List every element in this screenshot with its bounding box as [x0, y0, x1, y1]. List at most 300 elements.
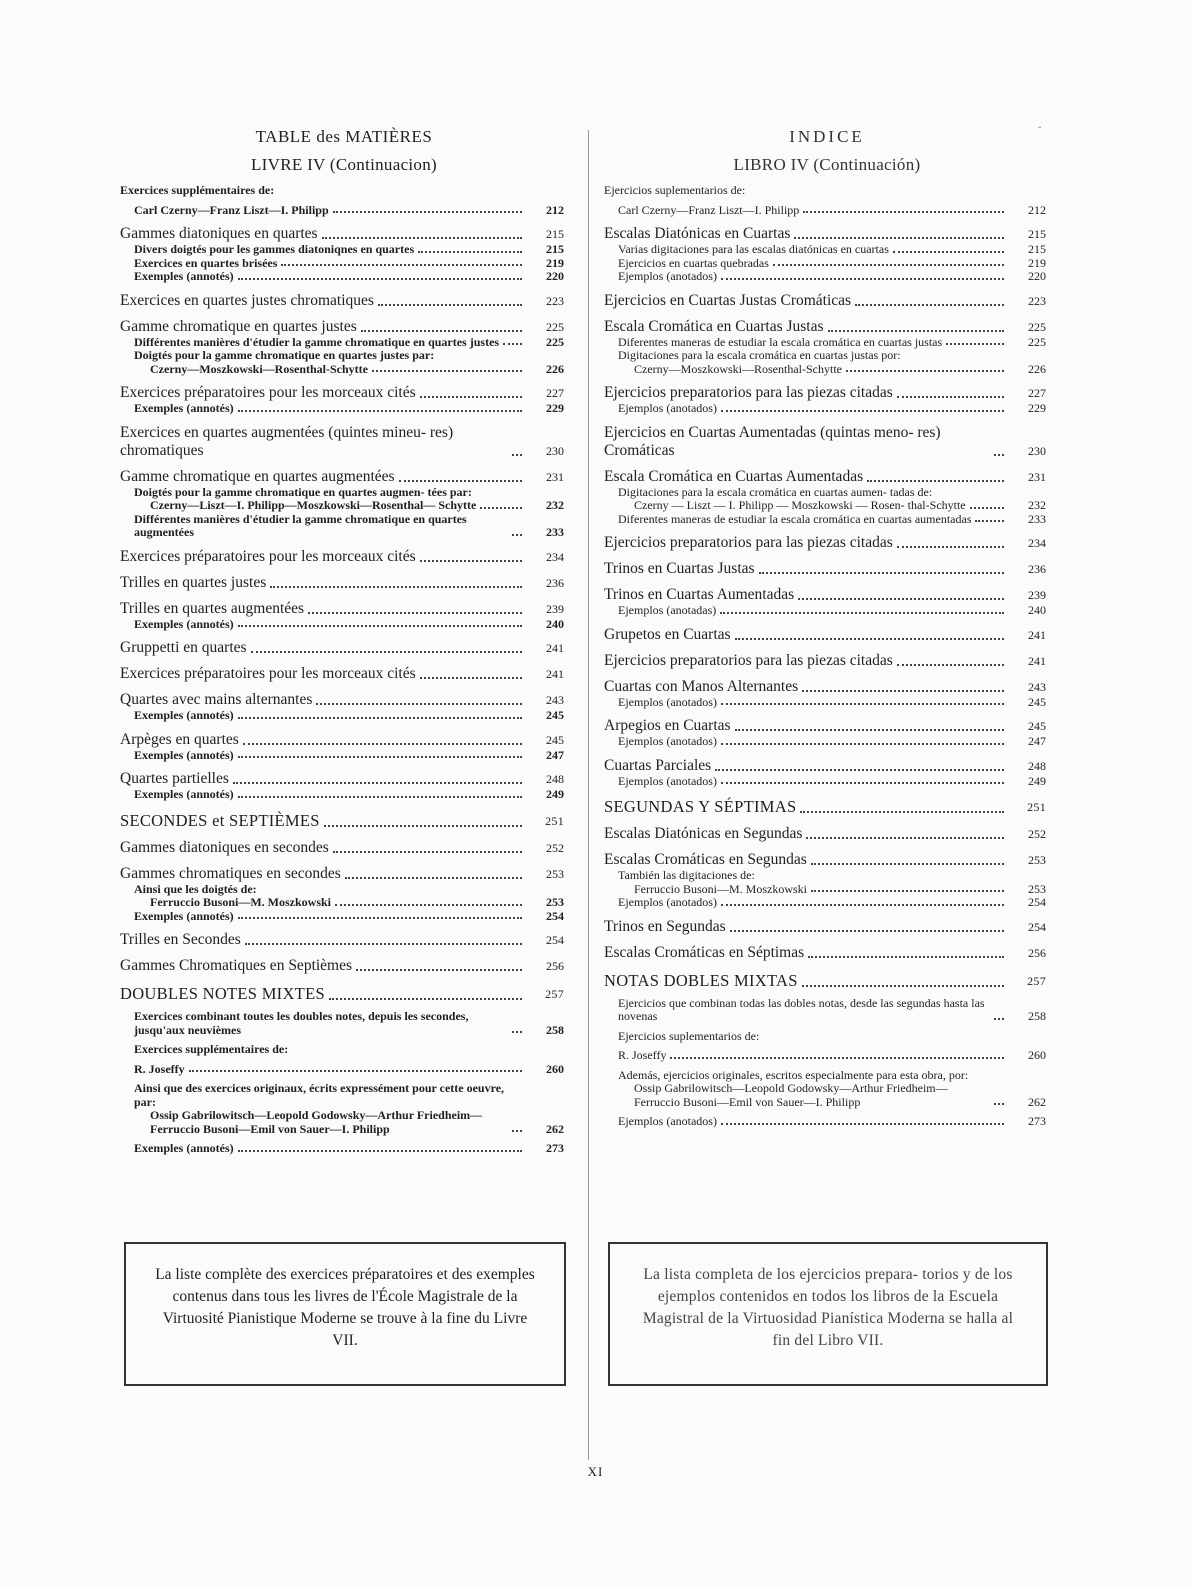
- toc-entry: [604, 971, 1050, 991]
- toc-entry: [120, 574, 568, 592]
- dot-leader: [893, 251, 1004, 253]
- toc-entry-page: 245: [1028, 719, 1046, 733]
- toc-entry-page: 252: [1028, 827, 1046, 841]
- toc-entry-page: 230: [1028, 443, 1046, 458]
- dot-leader: [512, 1031, 522, 1033]
- toc-entry: [604, 499, 1050, 513]
- toc-entry: [120, 270, 568, 284]
- toc-entry-title: Cuartas con Manos Alternantes: [604, 677, 799, 695]
- toc-entry-title: Exemples (annotés): [134, 708, 234, 722]
- toc-entry-title: Gamme chromatique en quartes justes: [120, 317, 357, 335]
- dot-leader: [238, 796, 522, 798]
- toc-entry-page: 254: [546, 933, 564, 947]
- dot-leader: [994, 1103, 1004, 1105]
- toc-entry-page: 253: [546, 895, 564, 909]
- dot-leader: [420, 396, 522, 398]
- toc-entry-page: 249: [1028, 773, 1046, 788]
- toc-entry-page: 241: [546, 641, 564, 655]
- dot-leader: [308, 612, 522, 614]
- toc-entry: [604, 468, 1050, 486]
- toc-entry: [120, 865, 568, 883]
- dot-leader: [994, 1018, 1004, 1020]
- dot-leader: [828, 330, 1004, 332]
- toc-entry-title: Divers doigtés pour les gammes diatoniqnes en quartes: [134, 242, 415, 256]
- toc-entry-page: 236: [1028, 562, 1046, 576]
- toc-column-french: [120, 126, 568, 1156]
- page-number: XI: [587, 1464, 604, 1479]
- toc-entry-title: Carl Czerny—Franz Liszt—I. Philipp: [134, 202, 329, 217]
- toc-entry: [120, 384, 568, 402]
- toc-entry: [604, 270, 1050, 284]
- toc-entry: [604, 717, 1050, 735]
- toc-entry-page: 258: [1028, 1009, 1046, 1023]
- toc-entry-page: 215: [546, 227, 564, 241]
- toc-entry-title: Différentes manières d'étudier la gamme chromatique en quartes justes: [134, 334, 500, 349]
- toc-entry-page: 239: [546, 601, 564, 616]
- dot-leader: [773, 264, 1004, 266]
- toc-entry-title: Ejercicios en Cuartas Justas Cromáticas: [604, 291, 852, 309]
- toc-entry-page: 258: [546, 1022, 564, 1037]
- toc-entry-page: 236: [546, 575, 564, 590]
- toc-entry-title: Trilles en quartes justes: [120, 573, 267, 591]
- toc-entry-title: Ainsi que des exercices originaux, écrits expressément pour cette oeuvre, par:: [134, 1081, 505, 1109]
- toc-entry-page: 240: [1028, 603, 1046, 617]
- toc-entry-page: 253: [546, 866, 564, 881]
- toc-entry: [120, 931, 568, 949]
- dot-leader: [721, 703, 1004, 705]
- toc-entry-page: 241: [1028, 653, 1046, 668]
- toc-entry-title: Gammes Chromatiques en Septièmes: [120, 957, 353, 974]
- note-text-french: La liste complète des exercices préparatoires et des exemples contenus dans tous les livres de l'École Magistrale de la Virtuosité Pianistique Moderne se trouve à la fine du Livre VII.: [124, 1242, 566, 1386]
- toc-entry-title: Ejercicios suplementarios de:: [618, 1028, 760, 1043]
- toc-entry: [604, 384, 1050, 402]
- book-subtitle-french: LIVRE IV (Continuacion): [251, 155, 437, 174]
- toc-entry-title: Quartes partielles: [120, 770, 229, 787]
- toc-entry-page: 232: [1028, 498, 1046, 512]
- toc-entry: [120, 1063, 568, 1077]
- dot-leader: [329, 998, 522, 1000]
- toc-entry: [604, 243, 1050, 257]
- dot-leader: [721, 904, 1004, 906]
- dot-leader: [721, 782, 1004, 784]
- toc-entry: [604, 775, 1050, 789]
- dot-leader: [721, 410, 1004, 412]
- dot-leader: [324, 825, 522, 827]
- toc-entry-page: 241: [1028, 627, 1046, 642]
- toc-entry: [120, 1043, 568, 1057]
- toc-entry-title: Exercices supplémentaires de:: [134, 1042, 289, 1056]
- toc-entry-page: 241: [546, 667, 564, 681]
- toc-entry: [604, 997, 1050, 1024]
- note-text-spanish: La lista completa de los ejercicios prepara- torios y de los ejemplos contenidos en todos los libros de la Escuela Magistral de la Virtuosidad Pianística Moderna se halla al fin del Libro VII.: [608, 1242, 1048, 1386]
- toc-entry: [120, 318, 568, 336]
- page-title-french: TABLE des MATIÈRES: [255, 127, 433, 146]
- toc-entry-page: 219: [546, 255, 564, 270]
- dot-leader: [512, 1130, 522, 1132]
- dot-leader: [970, 507, 1004, 509]
- toc-entry: [604, 336, 1050, 350]
- toc-entry-page: 226: [1028, 361, 1046, 376]
- toc-entry-title: R. Joseffy: [618, 1048, 667, 1062]
- toc-entry-title: Escalas Diatónicas en Cuartas: [604, 225, 791, 242]
- toc-entry-page: 247: [1028, 734, 1046, 748]
- book-subtitle-spanish: LIBRO IV (Continuación): [733, 155, 921, 174]
- toc-entry-title: Exemples (annotés): [134, 401, 234, 415]
- dot-leader: [238, 717, 522, 719]
- toc-entry-page: 253: [1028, 853, 1046, 867]
- toc-entry: [604, 225, 1050, 243]
- dot-leader: [803, 211, 1004, 213]
- toc-entry: [604, 586, 1050, 604]
- dot-leader: [802, 985, 1004, 987]
- toc-entry-page: 260: [1028, 1048, 1046, 1062]
- toc-entry: [604, 560, 1050, 578]
- toc-entry: [604, 851, 1050, 869]
- toc-entry: [604, 696, 1050, 710]
- note-box-spanish: [608, 1242, 1048, 1386]
- toc-entry: [604, 292, 1050, 310]
- dot-leader: [855, 304, 1004, 306]
- toc-entry-title: Exercices préparatoires pour les morceaux cités: [120, 384, 416, 401]
- dot-leader: [897, 546, 1004, 548]
- toc-entry-title: Doigtés pour la gamme chromatique en quartes justes par:: [134, 348, 435, 362]
- toc-entry-title: Ferruccio Busoni—M. Moszkowski: [150, 895, 331, 909]
- toc-entry-title: Digitaciones para la escala cromática en cuartas aumen- tadas de:: [618, 484, 933, 499]
- toc-entry-page: 225: [546, 319, 564, 334]
- toc-entry-title: Czerny—Moszkowski—Rosenthal-Schytte: [634, 361, 842, 376]
- dot-leader: [245, 943, 522, 945]
- toc-entry-page: 230: [546, 443, 564, 458]
- toc-entry-title: DOUBLES NOTES MIXTES: [120, 984, 325, 1003]
- toc-entry-page: 247: [546, 747, 564, 762]
- dot-leader: [238, 625, 522, 627]
- toc-entry: [604, 486, 1050, 500]
- toc-entry: [604, 402, 1050, 416]
- toc-entry-title: Carl Czerny—Franz Liszt—I. Philipp: [618, 202, 800, 217]
- toc-entry: [120, 910, 568, 924]
- dot-leader: [243, 743, 522, 745]
- toc-entry: [120, 204, 568, 218]
- toc-entry-title: Exemples (annotés): [134, 908, 234, 923]
- toc-entry: [604, 184, 1050, 198]
- toc-entry: [604, 797, 1050, 817]
- dot-leader: [512, 534, 522, 536]
- dot-leader: [345, 877, 522, 879]
- toc-entry: [604, 257, 1050, 271]
- dot-leader: [806, 837, 1004, 839]
- toc-entry-title: Exercices préparatoires pour les morceaux cités: [120, 547, 416, 565]
- toc-entry-page: 256: [546, 959, 564, 973]
- toc-column-spanish: [604, 126, 1050, 1129]
- toc-entry-page: 260: [546, 1061, 564, 1076]
- dot-leader: [316, 703, 522, 705]
- toc-entry: [604, 204, 1050, 218]
- toc-entry-title: Gammes diatoniques en quartes: [120, 225, 318, 242]
- toc-entry-title: Ejercicios que combinan todas las dobles notas, desde las segundas hasta las novenas: [618, 995, 985, 1023]
- dot-leader: [720, 612, 1004, 614]
- toc-entry: [120, 984, 568, 1004]
- dot-leader: [189, 1070, 522, 1072]
- toc-entry-page: 273: [1028, 1114, 1046, 1128]
- toc-entry-page: 254: [546, 908, 564, 923]
- toc-entry-page: 215: [1028, 227, 1046, 241]
- toc-entry: [604, 424, 1050, 460]
- toc-entry-title: Gammes diatoniques en secondes: [120, 838, 329, 856]
- toc-entry: [120, 691, 568, 709]
- toc-entry-title: Digitaciones para la escala cromática en cuartas justas por:: [618, 348, 901, 362]
- toc-entry-title: Ainsi que les doigtés de:: [134, 881, 257, 896]
- toc-entry: [604, 825, 1050, 843]
- dot-leader: [233, 782, 522, 784]
- toc-entry: [604, 1069, 1050, 1083]
- toc-entry-page: 253: [1028, 881, 1046, 896]
- toc-entry: [604, 513, 1050, 527]
- dot-leader: [333, 851, 522, 853]
- toc-entry: [604, 1030, 1050, 1044]
- toc-entry-title: Exemples (annotés): [134, 269, 234, 283]
- toc-entry-title: Exemples (annotés): [134, 787, 234, 801]
- toc-entry: [604, 1049, 1050, 1063]
- toc-entry-title: Czerny — Liszt — I. Philipp — Moszkowski — Rosen- thal-Schytte: [634, 498, 966, 512]
- dot-leader: [721, 278, 1004, 280]
- dot-leader: [808, 956, 1004, 958]
- toc-entry-page: 273: [546, 1141, 564, 1155]
- toc-entry-page: 254: [1028, 895, 1046, 909]
- dot-leader: [238, 410, 522, 412]
- toc-entry-title: SECONDES et SEPTIÈMES: [120, 810, 320, 830]
- toc-entry-title: Arpegios en Cuartas: [604, 717, 731, 734]
- dot-leader: [867, 480, 1004, 482]
- toc-entry: [120, 513, 568, 540]
- dot-leader: [372, 370, 522, 372]
- column-divider: [588, 130, 589, 1460]
- toc-entry-page: 225: [1028, 334, 1046, 349]
- toc-entry-title: Ejercicios preparatorios para las piezas citadas: [604, 384, 893, 401]
- toc-entry: [120, 639, 568, 657]
- dot-leader: [800, 811, 1004, 813]
- toc-entry-title: Ejemplos (anotados): [618, 1114, 717, 1128]
- toc-entry: [120, 1109, 568, 1136]
- dot-leader: [759, 572, 1004, 574]
- toc-entry-title: Trinos en Cuartas Aumentadas: [604, 586, 795, 603]
- dot-leader: [802, 690, 1004, 692]
- dot-leader: [418, 251, 522, 253]
- toc-entry-title: Quartes avec mains alternantes: [120, 691, 313, 708]
- toc-entry-title: Grupetos en Cuartas: [604, 625, 731, 643]
- dot-leader: [897, 664, 1004, 666]
- dot-leader: [281, 264, 522, 266]
- toc-entry: [120, 731, 568, 749]
- toc-entry-title: Trilles en quartes augmentées: [120, 599, 305, 617]
- toc-entry: [604, 1082, 1050, 1109]
- dot-leader: [715, 769, 1004, 771]
- dot-leader: [811, 890, 1004, 892]
- toc-entry: [120, 788, 568, 802]
- toc-entry-title: Ejemplos (anotados): [618, 773, 717, 788]
- toc-entry-title: Trilles en Secondes: [120, 931, 241, 948]
- toc-entry: [120, 184, 568, 198]
- toc-entry-title: Exercices en quartes augmentées (quintes mineu- res) chromatiques: [120, 423, 454, 459]
- toc-entry-page: 223: [1028, 293, 1046, 308]
- toc-entry-title: Doigtés pour la gamme chromatique en quartes augmen- tées par:: [134, 484, 472, 499]
- toc-entry: [120, 243, 568, 257]
- toc-entry-page: 220: [546, 269, 564, 283]
- toc-entry: [120, 665, 568, 683]
- toc-entry-page: 240: [546, 616, 564, 631]
- dot-leader: [721, 743, 1004, 745]
- toc-entry-page: 212: [1028, 202, 1046, 217]
- toc-entry-title: Ejercicios en Cuartas Aumentadas (quintas meno- res) Cromáticas: [604, 423, 941, 459]
- toc-entry: [604, 918, 1050, 936]
- dot-leader: [251, 651, 522, 653]
- toc-list-french: [120, 184, 568, 1156]
- toc-entry: [604, 534, 1050, 552]
- toc-entry-page: 229: [1028, 401, 1046, 415]
- toc-entry: [120, 292, 568, 310]
- toc-entry: [604, 1115, 1050, 1129]
- toc-entry-title: Gammes chromatiques en secondes: [120, 864, 341, 882]
- toc-entry: [120, 709, 568, 723]
- toc-entry: [604, 944, 1050, 962]
- toc-entry: [120, 363, 568, 377]
- dot-leader: [420, 560, 522, 562]
- dot-leader: [238, 278, 522, 280]
- toc-entry-title: Trinos en Cuartas Justas: [604, 560, 755, 577]
- toc-entry-page: 226: [546, 361, 564, 376]
- toc-entry-title: Exercices supplémentaires de:: [120, 183, 275, 197]
- toc-entry-page: 254: [1028, 919, 1046, 934]
- toc-entry: [604, 652, 1050, 670]
- toc-entry-page: 231: [1028, 469, 1046, 484]
- toc-entry: [604, 318, 1050, 336]
- toc-entry: [120, 1010, 568, 1037]
- dot-leader: [503, 343, 522, 345]
- dot-leader: [721, 1123, 1004, 1125]
- toc-entry: [120, 749, 568, 763]
- toc-entry-title: Exemples (annotés): [134, 616, 234, 631]
- dot-leader: [333, 211, 522, 213]
- toc-entry-page: 219: [1028, 255, 1046, 270]
- toc-entry: [120, 811, 568, 831]
- toc-entry-title: Diferentes maneras de estudiar la escala cromática en cuartas justas: [618, 334, 943, 349]
- toc-entry-title: Gamme chromatique en quartes augmentées: [120, 467, 395, 485]
- toc-entry: [604, 604, 1050, 618]
- toc-entry-title: Escala Cromática en Cuartas Justas: [604, 317, 824, 335]
- dot-leader: [420, 677, 522, 679]
- toc-entry-title: Escalas Cromáticas en Segundas: [604, 851, 807, 868]
- toc-entry-page: 233: [546, 525, 564, 539]
- toc-entry-page: 251: [545, 813, 564, 828]
- toc-entry-page: 257: [545, 987, 564, 1001]
- toc-entry: [604, 757, 1050, 775]
- toc-entry-page: 251: [1027, 800, 1046, 814]
- toc-entry: [604, 896, 1050, 910]
- dot-leader: [378, 304, 522, 306]
- toc-entry-page: 223: [546, 293, 564, 308]
- toc-entry-title: Différentes manières d'étudier la gamme chromatique en quartes augmentées: [134, 511, 467, 539]
- toc-entry: [120, 499, 568, 513]
- toc-entry: [120, 600, 568, 618]
- toc-entry-page: 233: [1028, 511, 1046, 526]
- dot-leader: [238, 756, 522, 758]
- toc-entry-title: Además, ejercicios originales, escritos especialmente para esta obra, por:: [618, 1067, 969, 1082]
- toc-entry-title: Exercices préparatoires pour les morceaux cités: [120, 665, 416, 682]
- toc-entry-title: Arpèges en quartes: [120, 730, 239, 748]
- dot-leader: [994, 454, 1004, 456]
- dot-leader: [798, 598, 1004, 600]
- toc-entry-page: 239: [1028, 588, 1046, 602]
- dot-leader: [794, 237, 1004, 239]
- toc-entry-title: Ejemplos (anotados): [618, 401, 717, 415]
- toc-entry-title: Escalas Diatónicas en Segundas: [604, 825, 803, 842]
- toc-entry-title: Czerny—Liszt—I. Philipp—Moszkowski—Rosenthal— Schytte: [150, 498, 477, 512]
- corner-mark: ˘: [1038, 126, 1042, 137]
- toc-entry: [120, 896, 568, 910]
- toc-entry-title: Ejemplos (anotadas): [618, 603, 717, 617]
- toc-entry-title: Escala Cromática en Cuartas Aumentadas: [604, 467, 864, 485]
- toc-entry: [120, 548, 568, 566]
- toc-entry-page: 257: [1027, 973, 1046, 988]
- toc-entry-title: Ejercicios preparatorios para las piezas citadas: [604, 534, 893, 551]
- toc-entry-title: Exemples (annotés): [134, 1141, 234, 1155]
- dot-leader: [946, 343, 1004, 345]
- dot-leader: [975, 520, 1004, 522]
- toc-entry-title: Ejemplos (anotados): [618, 734, 717, 748]
- toc-entry-page: 231: [546, 469, 564, 484]
- dot-leader: [735, 729, 1004, 731]
- toc-entry-page: 256: [1028, 945, 1046, 960]
- toc-entry-page: 248: [1028, 758, 1046, 773]
- dot-leader: [480, 507, 522, 509]
- dot-leader: [512, 454, 522, 456]
- toc-entry-title: Ejercicios en cuartas quebradas: [618, 255, 769, 270]
- dot-leader: [361, 330, 522, 332]
- toc-entry-title: Escalas Cromáticas en Séptimas: [604, 943, 805, 961]
- toc-entry: [120, 1142, 568, 1156]
- dot-leader: [811, 863, 1004, 865]
- page-title-spanish: INDICE: [789, 127, 865, 146]
- toc-entry: [604, 869, 1050, 883]
- toc-entry-title: Trinos en Segundas: [604, 917, 726, 935]
- toc-entry: [604, 349, 1050, 363]
- toc-entry: [120, 402, 568, 416]
- toc-entry-page: 215: [1028, 242, 1046, 256]
- toc-entry-title: Ferruccio Busoni—M. Moszkowski: [634, 881, 807, 896]
- toc-entry-title: Czerny—Moszkowski—Rosenthal-Schytte: [150, 361, 368, 376]
- dot-leader: [335, 904, 522, 906]
- toc-entry-title: Ejercicios suplementarios de:: [604, 183, 746, 197]
- toc-entry: [120, 883, 568, 897]
- toc-entry-page: 245: [1028, 694, 1046, 709]
- toc-entry: [120, 770, 568, 788]
- toc-entry-page: 234: [546, 549, 564, 564]
- toc-entry: [604, 626, 1050, 644]
- dot-leader: [322, 237, 522, 239]
- toc-entry-title: Ejercicios preparatorios para las piezas citadas: [604, 651, 893, 669]
- toc-entry-title: Ejemplos (anotados): [618, 269, 717, 283]
- toc-entry-page: 262: [1028, 1094, 1046, 1109]
- toc-entry-title: R. Joseffy: [134, 1061, 185, 1076]
- toc-entry-page: 243: [546, 693, 564, 707]
- dot-leader: [670, 1057, 1004, 1059]
- toc-entry-page: 225: [546, 334, 564, 349]
- toc-entry: [120, 618, 568, 632]
- toc-entry: [120, 486, 568, 500]
- toc-entry: [604, 678, 1050, 696]
- toc-entry: [120, 424, 568, 460]
- toc-entry: [120, 336, 568, 350]
- toc-entry-page: 215: [546, 242, 564, 256]
